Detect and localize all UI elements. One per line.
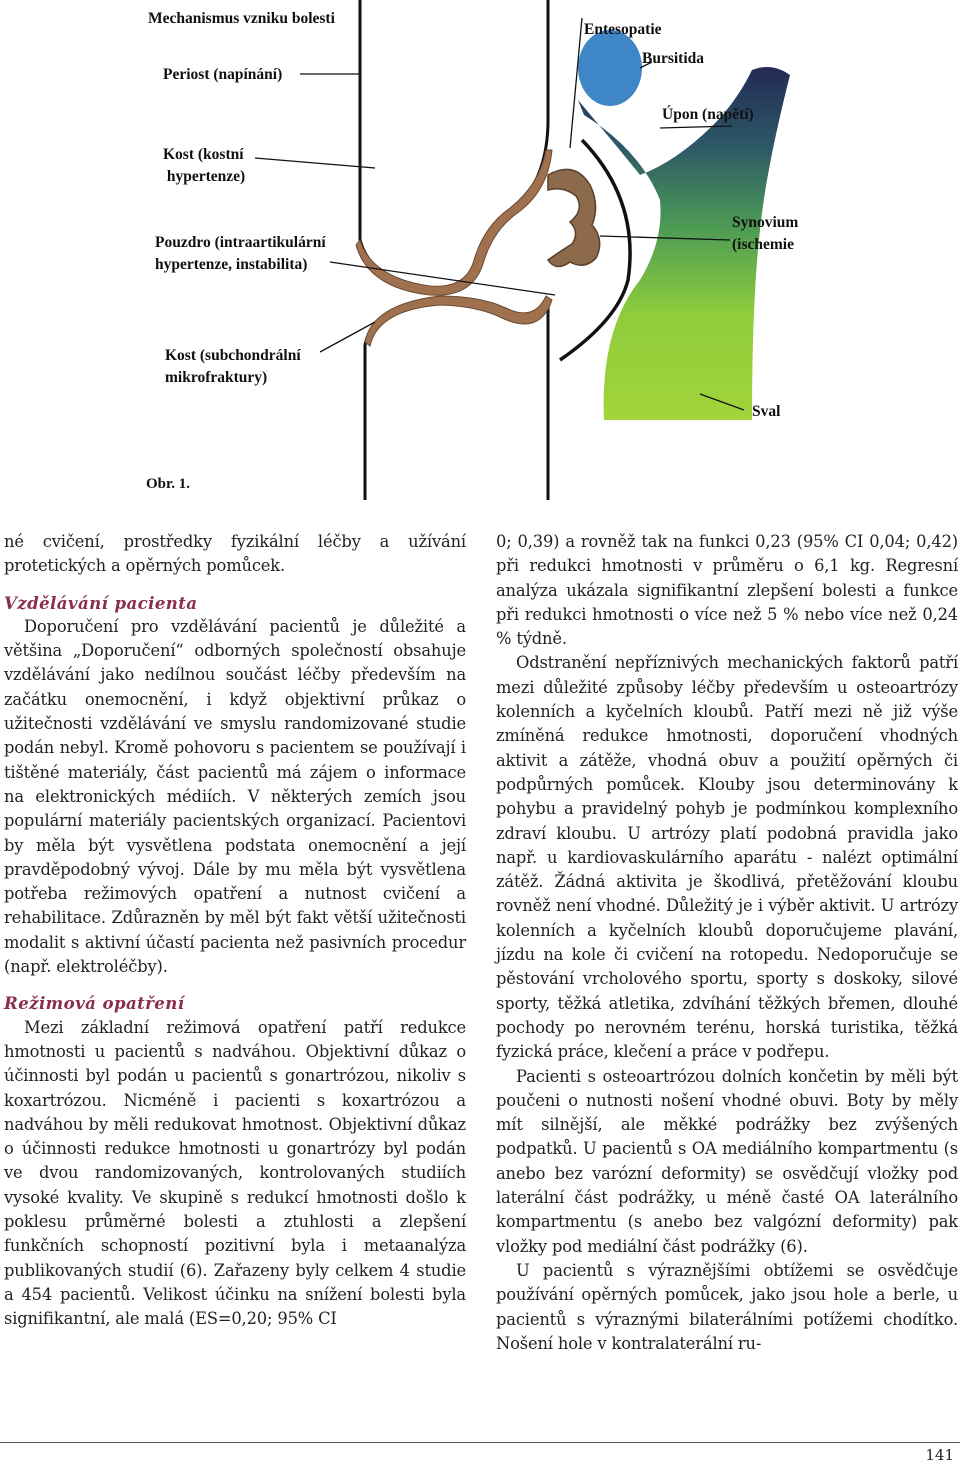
label-synovium: Synovium (ischemie	[732, 214, 799, 253]
label-sval: Sval	[752, 403, 781, 420]
regime-paragraph: Mezi základní režimová opatření patří redukce hmotnosti u pacientů s nadváhou. Objektivní důkaz o účinnosti byl podán u pacientů s gonartrózou, nikoliv s koxartrózou. Nicméně i pacienti s koxartrózou a nadváhou by měli redukovat hmotnost. Objektivní důkaz o účinnosti redukce hmotnosti u gonartrózy byl podán ve dvou randomizovaných, kontrolovaných studiích vysoké kvality. Ve skupině s redukcí hmotnosti došlo k poklesu průměrné bolesti a ztuhlosti a zlepšení funkčních schopností pozitivní byla i metaanalýza publikovaných studií (6). Zařazeny byly celkem 4 studie a 454 pacientů. Velikost účinku na snížení bolesti byla signifikantní, ale malá (ES=0,20; 95% CI	[4, 1017, 466, 1329]
knee-pain-figure	[0, 0, 960, 500]
right-paragraph-4: U pacientů s výraznějšími obtížemi se osvědčuje používání opěrných pomůcek, jako jsou hole a berle, u pacientů s výraznými bilaterálními potížemi chodítko. Nošení hole v kontralaterální ru-	[496, 1260, 958, 1353]
footer-rule	[0, 1442, 960, 1443]
education-paragraph: Doporučení pro vzdělávání pacientů je důležité a většina „Doporučení“ odborných společností obsahuje vzdělávání jako nedílnou součást léčby především na začátku onemocnění, i když objektivní průkaz o užitečnosti vzdělávání ve smyslu randomizované studie podán nebyl. Kromě pohovoru s pacientem se používají i tištěné materiály, část pacientů má zájem o informace na elektronických médiích. V některých zemích jsou populární materiály pacientských organizací. Pacientovi by měla být vysvětlena podstata onemocnění a její pravděpodobný vývoj. Dále by mu měla být vysvětlena potřeba režimových opatření a nutnost cvičení a rehabilitace. Zdůrazněn by měl být fakt větší užitečnosti modalit s aktivní účastí pacienta než pasivních procedur (např. elektroléčby).	[4, 616, 466, 977]
label-kost-hypertenze: Kost (kostní hypertenze)	[163, 146, 246, 185]
tibia-bone	[365, 300, 548, 500]
right-column	[496, 530, 958, 1356]
right-paragraph-1: 0; 0,39) a rovněž tak na funkci 0,23 (95% CI 0,04; 0,42) při redukci hmotnosti v průměru o 6,1 kg. Regresní analýza ukázala signifikantní zlepšení bolesti a funkce při redukci hmotnosti o více než 5 % nebo více než 0,24 % týdně.	[496, 532, 958, 649]
page-number: 141	[925, 1446, 954, 1464]
right-paragraph-2: Odstranění nepříznivých mechanických faktorů patří mezi důležité způsoby léčby především u osteoartrózy kolenních a kyčelních kloubů. Patří mezi ně již výše zmíněná redukce hmotnosti, doporučení vhodných aktivit a zátěže, vhodná obuv a použití opěrných či podpůrných pomůcek. Klouby jsou determinovány k pohybu a pravidelný pohyb je podmínkou komplexního zdraví kloubu. U artrózy platí podobná pravidla jako např. u kardiovaskulárního aparátu - nalézt optimální zátěž. Žádná aktivita je škodlivá, přetěžování kloubu rovněž není vhodné. Důležitý je i výběr aktivit. U artrózy kolenních a kyčelních kloubů doporučujeme plavání, jízdu na kole či cvičení na rotopedu. Nedoporučuje se pěstování vrcholového sportu, sporty s doskoky, silové sporty, těžká atletika, zdvíhání těžkých břemen, dlouhé pochody po nerovném terénu, horská turistika, těžká fyzická práce, klečení a práce v podřepu.	[496, 653, 958, 1062]
figure-caption: Obr. 1.	[146, 476, 191, 492]
label-entesopatie: Entesopatie	[584, 21, 662, 38]
intro-text: né cvičení, prostředky fyzikální léčby a užívání protetických a opěrných pomůcek.	[4, 532, 466, 576]
label-kost-subchondralni: Kost (subchondrální mikrofraktury)	[165, 347, 301, 386]
knee-joint-diagram	[0, 0, 960, 500]
synovium	[548, 169, 600, 266]
bursa	[578, 30, 642, 106]
heading-education: Vzdělávání pacienta	[4, 592, 198, 613]
right-paragraph-3: Pacienti s osteoartrózou dolních končetin by měli být poučeni o nutnosti nošení vhodné obuvi. Boty by měly mít silnější, ale měkké podrážky bez zvýšených podpatků. U pacientů s OA mediálního kompartmentu (s anebo bez varózní deformity) se osvědčují vložky pod laterální část podrážky, u méně časté OA laterálního kompartmentu (s anebo bez valgózní deformity) pak vložky pod mediální část podrážky (6).	[496, 1066, 958, 1256]
leader-kost	[255, 158, 375, 168]
label-mechanism: Mechanismus vzniku bolesti	[148, 10, 335, 27]
femur-bone	[360, 0, 548, 290]
label-bursitida: Bursitida	[642, 50, 705, 67]
label-periost: Periost (napínání)	[163, 66, 283, 83]
label-upon: Úpon (napětí)	[662, 106, 754, 123]
leader-entesopatie	[570, 18, 582, 148]
heading-regime: Režimová opatření	[4, 993, 185, 1014]
left-column	[4, 530, 466, 1332]
label-pouzdro: Pouzdro (intraartikulární hypertenze, instabilita)	[155, 234, 326, 273]
